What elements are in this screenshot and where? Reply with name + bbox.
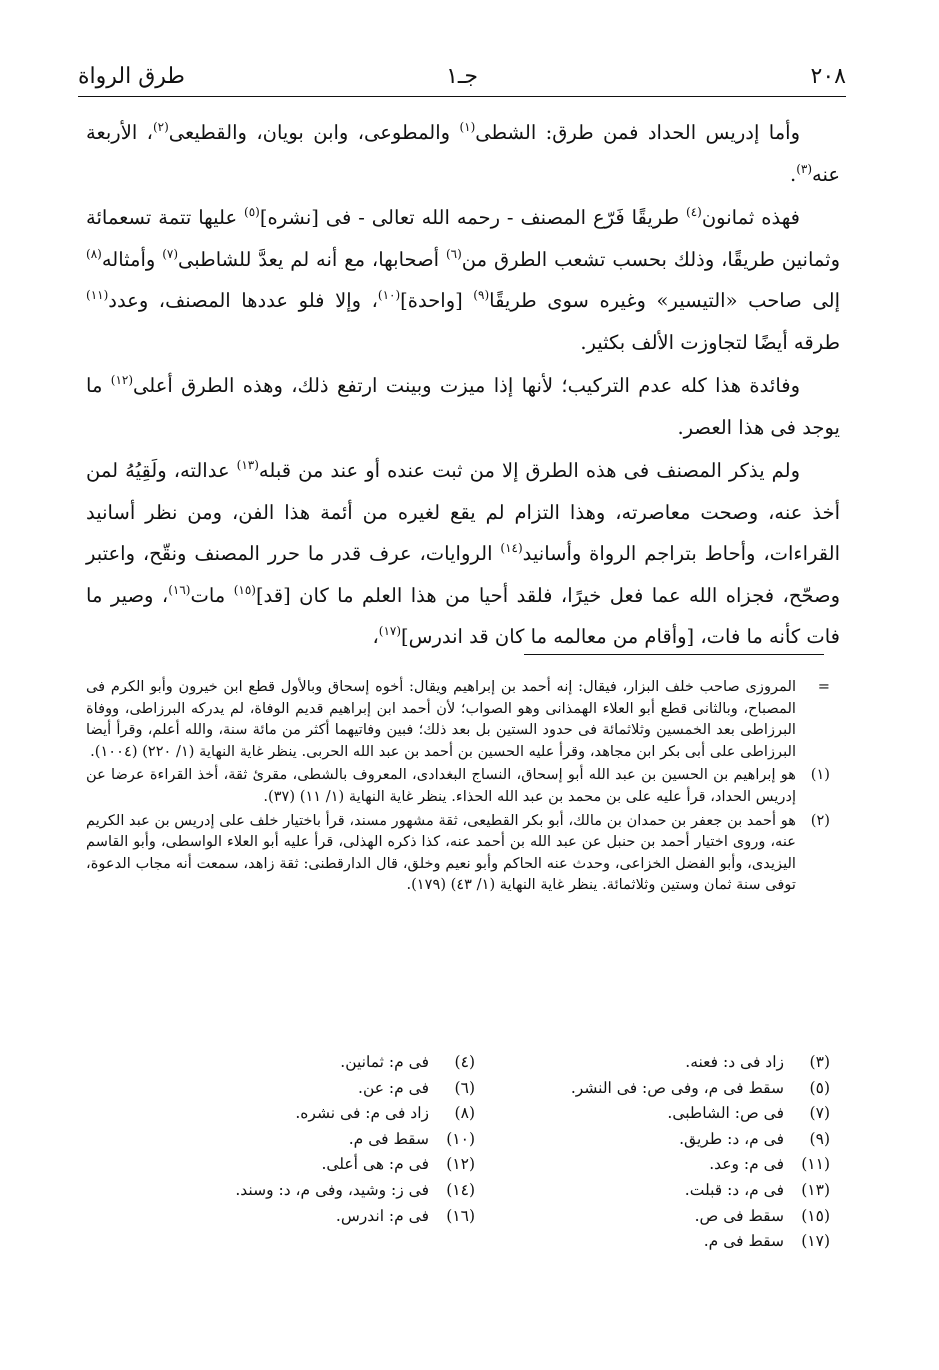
footnote-ref[interactable]: (١٦) — [168, 582, 191, 597]
short-footnotes — [120, 1050, 830, 1255]
footnote-number: = — [817, 678, 830, 695]
footnote-ref[interactable]: (١٤) — [500, 541, 523, 555]
footnote-text: هو إبراهيم بن الحسين بن عبد الله أبو إسحاق، النساج البغدادى، المعروف بالشطى، مقرئ ثقة، أخذ القراءة عرضا عن إدريس الحداد، قرأ عليه على بن محمد بن عبد الله الحذاء. ينظر غاية النهاية (١/ ١١) (٣٧). — [86, 766, 796, 805]
footnote-text: فى م، د: طريق. — [679, 1129, 784, 1148]
page-number: ٢٠٨ — [810, 63, 846, 89]
footnote-text: فى م: ثمانين. — [340, 1053, 429, 1071]
footnote-text: هو أحمد بن جعفر بن حمدان بن مالك، أبو بكر القطيعى، ثقة مشهور مسند، قرأ باختيار خلف على إدريس بن عبد الكريم عنه، وروى اختيار أحمد بن حنبل عن عبد الله بن أحمد عنه، كذا ذكره الهذلى، قرأ عليه أبو العلاء الواسطى، وأبو القاسم اليزيدى، وأبو الفضل الخزاعى، وحدث عنه الحاكم وأبو نعيم وخلق، قال الدارقطنى: ثقة زاهد، سمعت أنه مجاب الدعوة، توفى سنة ثمان وستين وثلاثمائة. ينظر غاية النهاية (١/ ٤٣) (١٧٩). — [86, 811, 796, 894]
footnotes — [86, 676, 830, 898]
footnote-ref[interactable]: (١) — [459, 120, 476, 134]
footnote-row — [120, 1050, 830, 1076]
footnote-text: فى م: وعد. — [709, 1155, 784, 1174]
footnote-text: سقط فى ص. — [694, 1206, 784, 1225]
footnote-text: فى ص: الشاطبى. — [667, 1104, 784, 1123]
footnote-ref[interactable]: (١٠) — [377, 288, 401, 302]
footnote-number: (١) — [810, 766, 830, 784]
footnote-number: (٨) — [454, 1104, 475, 1123]
paragraph-3: وفائدة هذا كله عدم التركيب؛ لأنها إذا ميزت وبينت ارتفع ذلك، وهذه الطرق أعلى$^{(١٢)}$ ما يوجد فى هذا العصر. — [86, 373, 840, 439]
footnote-row — [120, 1152, 830, 1178]
footnote-ref[interactable]: (١١) — [86, 288, 109, 302]
footnote-row — [120, 1178, 830, 1204]
footnote-number: (١٣) — [801, 1180, 830, 1199]
footnote-ref[interactable]: (٢) — [152, 120, 169, 134]
paragraph-4: ولم يذكر المصنف فى هذه الطرق إلا من ثبت عنده أو عند من قبله$^{(١٣)}$ عدالته، ولَقِيُهُ لمن أخذ عنه، وصحت معاصرته، وهذا التزام لم يقع لغيره من أئمة هذا الفن، ومن نظر أسانيد القراءات، وأحاط بتراجم الرواة وأسانيد$^{(١٤)}$ الروايات، عرف قدر ما حرر المصنف ونقّح، واعتبر وصحّح، فجزاه الله عما فعل خيرًا، فلقد أحيا من هذا العلم ما كان [قد]$^{(١٥)}$ مات$^{(١٦)}$، وصير ما فات كأنه ما فات، [وأقام من معالمه ما كان قد اندرس]$^{(١٧)}$، — [86, 458, 840, 648]
footnote-2 — [86, 810, 830, 896]
volume-label: جـ١ — [446, 63, 478, 89]
footnote-number: (١٦) — [446, 1206, 475, 1225]
footnote-text: فى م: هى أعلى. — [321, 1155, 429, 1174]
footnote-number: (٦) — [454, 1078, 475, 1097]
footnote-number — [429, 1229, 475, 1255]
paragraph-1: وأما إدريس الحداد فمن طرق: الشطى$^{(١)}$ والمطوعى، وابن بويان، والقطيعى$^{(٢)}$، الأربعة عنه$^{(٣)}$. — [86, 120, 840, 186]
footnote-number: (٢) — [810, 811, 830, 829]
footnote-number: (١٤) — [446, 1180, 475, 1199]
footnote-1 — [86, 764, 830, 807]
footnote-row — [120, 1229, 830, 1255]
footnote-number: (٤) — [454, 1053, 475, 1071]
footnote-text: زاد فى م: فى نشره. — [295, 1104, 429, 1123]
footnote-ref[interactable]: (١٣) — [236, 458, 259, 472]
footnote-ref[interactable]: (٤) — [686, 205, 702, 219]
footnote-continued — [86, 676, 830, 762]
footnote-number: (١٧) — [801, 1232, 830, 1251]
footnote-row — [120, 1076, 830, 1102]
footnote-ref[interactable]: (١٢) — [110, 373, 134, 387]
running-header — [78, 56, 846, 97]
footnote-text: المروزى صاحب خلف البزار، فيقال: إنه أحمد بن إبراهيم ويقال: أخوه إسحاق وبالأول قطع ابن خيرون وأبو الكرم فى المصباح، وبالثانى قطع أبو العلاء الهمذانى وهو الصواب؛ لأن أحمد ابن إبراهيم قديم الوفاة، لم يدركه البرزاطى، ووفاة البرزاطى بعد الخمسين وثلاثمائة فى حدود الستين بل بعد ذلك؛ فبين وفاتيهما أكثر من مائة سنة، والله أعلم، وقرأ أيضا البرزاطى على أبى بكر ابن مجاهد، وقرأ عليه الحسين بن أحمد بن عبد الله الحربى. ينظر غاية النهاية (١/ ٢٢٠) (١٠٠٤). — [86, 678, 796, 760]
footnote-row — [120, 1204, 830, 1230]
footnote-number: (١١) — [801, 1155, 830, 1174]
footnote-text: فى ز: وشيد، وفى م، د: وسند. — [235, 1180, 429, 1199]
footnote-text: سقط فى م. — [348, 1129, 429, 1148]
chapter-title: طرق الرواة — [78, 63, 185, 89]
footnote-number: (٧) — [809, 1104, 830, 1123]
footnote-ref[interactable]: (١٥) — [233, 582, 256, 597]
footnote-ref[interactable]: (٦) — [445, 246, 462, 261]
footnote-row — [120, 1127, 830, 1153]
main-text — [86, 112, 840, 660]
footnote-text: سقط فى م، وفى ص: فى النشر. — [570, 1078, 784, 1097]
footnote-ref[interactable]: (٨) — [86, 246, 102, 261]
footnote-number: (١٢) — [446, 1155, 475, 1174]
footnote-text: سقط فى م. — [703, 1232, 784, 1251]
footnote-ref[interactable]: (٧) — [162, 246, 179, 261]
footnote-ref[interactable]: (١٧) — [378, 624, 402, 638]
footnote-ref[interactable]: (٣) — [796, 161, 813, 176]
footnote-text: فى م: اندرس. — [335, 1206, 429, 1225]
footnote-number: (٣) — [809, 1053, 830, 1071]
footnote-text: فى م، د: قبلت. — [684, 1180, 784, 1199]
footnote-number: (١٠) — [446, 1129, 475, 1148]
footnote-row — [120, 1101, 830, 1127]
footnote-text: زاد فى د: فعنه. — [685, 1053, 784, 1071]
footnote-number: (٥) — [809, 1078, 830, 1097]
footnote-ref[interactable]: (٩) — [473, 288, 490, 302]
footnote-text: فى م: عن. — [358, 1078, 429, 1097]
footnote-number: (١٥) — [801, 1206, 830, 1225]
footnote-ref[interactable]: (٥) — [244, 205, 260, 219]
footnote-divider — [524, 654, 824, 655]
footnote-number: (٩) — [809, 1129, 830, 1148]
paragraph-2: فهذه ثمانون$^{(٤)}$ طريقًا فَرّع المصنف - رحمه الله تعالى - فى [نشره]$^{(٥)}$ عليها تتمة تسعمائة وثمانين طريقًا، وذلك بحسب تشعب الطرق من$^{(٦)}$ أصحابها، مع أنه لم يعدَّ للشاطبى$^{(٧)}$ وأمثاله$^{(٨)}$ إلى صاحب «التيسير» وغيره سوى طريقًا$^{(٩)}$ [واحدة]$^{(١٠)}$، وإلا فلو عددها المصنف، وعدد$^{(١١)}$ طرقه أيضًا لتجاوزت الألف بكثير. — [86, 205, 841, 354]
